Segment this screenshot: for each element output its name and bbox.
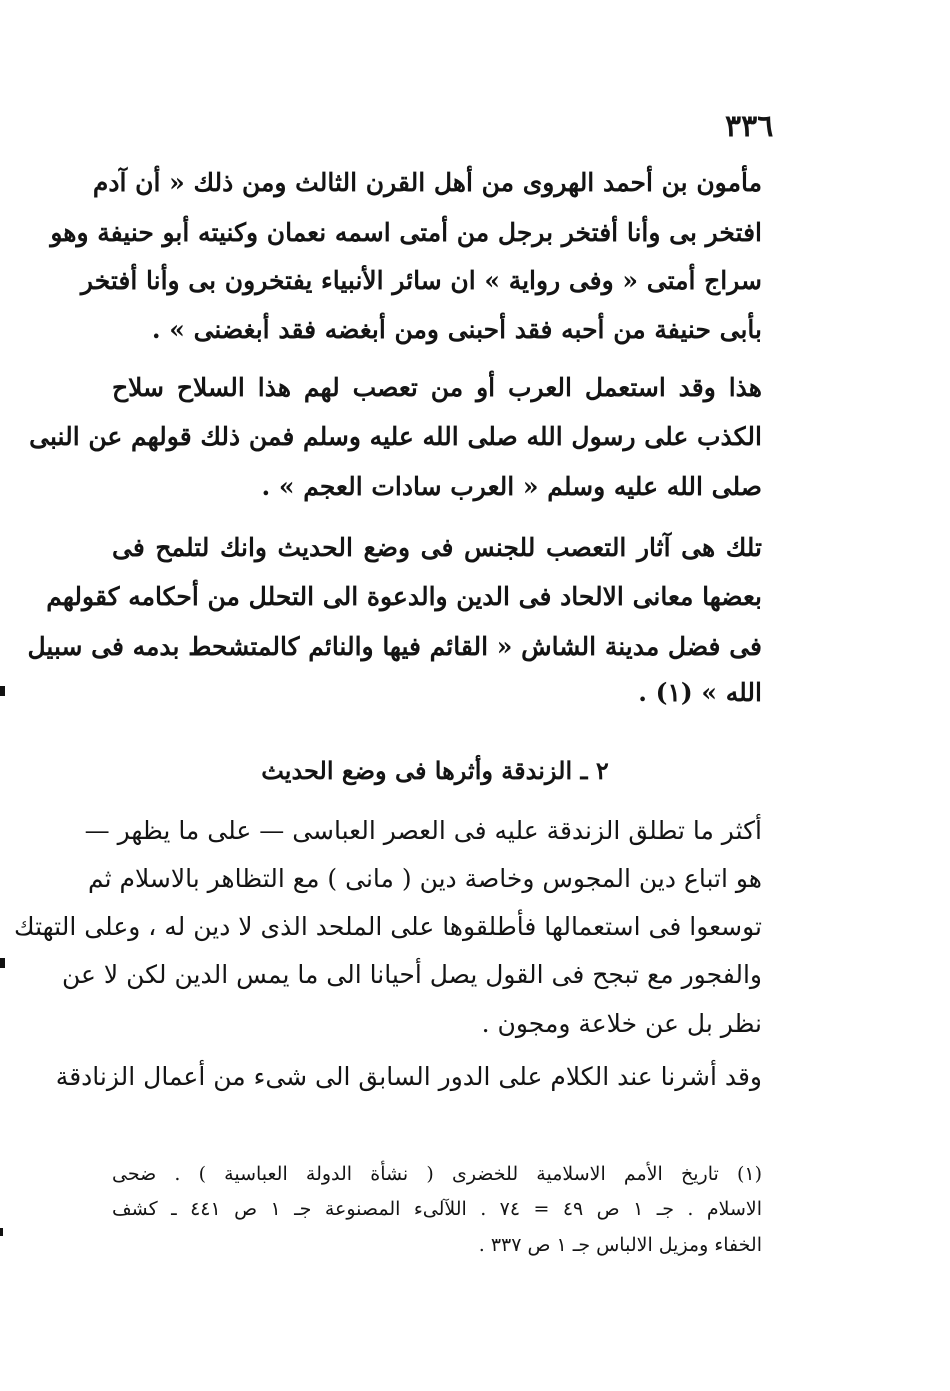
text-line: وقد أشرنا عند الكلام على الدور السابق الى شىء من أعمال الزنادقة	[55, 1062, 762, 1091]
footnote-line: (١) تاريخ الأمم الاسلامية للخضرى ( نشأة الدولة العباسية ) . ضحى	[112, 1163, 762, 1185]
scan-edge-mark	[0, 1228, 3, 1236]
text-line: هو اتباع دين المجوس وخاصة دين ( مانى ) مع التظاهر بالاسلام ثم	[87, 864, 762, 893]
footnote-line: الخفاء ومزيل الالباس جـ ١ ص ٣٣٧ .	[478, 1234, 762, 1256]
text-line: افتخر بى وأنا أفتخر برجل من أمتى اسمه نعمان وكنيته أبو حنيفة وهو	[50, 218, 762, 247]
text-line: تلك هى آثار التعصب للجنس فى وضع الحديث وانك لتلمح فى	[112, 533, 762, 562]
text-line: أكثر ما تطلق الزندقة عليه فى العصر العباسى — على ما يظهر —	[84, 816, 762, 845]
text-line: مأمون بن أحمد الهروى من أهل القرن الثالث ومن ذلك « أن آدم	[92, 168, 762, 197]
text-line: هذا وقد استعمل العرب أو من تعصب لهم هذا السلاح سلاح	[112, 373, 762, 402]
text-line: صلى الله عليه وسلم « العرب سادات العجم » .	[261, 472, 762, 501]
page-number: ٣٣٦	[725, 109, 774, 144]
text-line: نظر بل عن خلاعة ومجون .	[481, 1009, 762, 1038]
text-line: الكذب على رسول الله صلى الله عليه وسلم فمن ذلك قولهم عن النبى	[29, 422, 762, 451]
text-line: الله » (١) .	[638, 678, 762, 707]
scan-edge-mark	[0, 686, 5, 696]
text-line: والفجور مع تبجح فى القول يصل أحيانا الى ما يمس الدين لكن لا عن	[62, 960, 762, 989]
text-line: سراج أمتى « وفى رواية » ان سائر الأنبياء يفتخرون بى وأنا أفتخر	[80, 266, 762, 295]
section-heading: ٢ ـ الزندقة وأثرها فى وضع الحديث	[261, 756, 609, 785]
footnote-line: الاسلام . جـ ١ ص ٤٩ = ٧٤ . اللآلىء المصنوعة جـ ١ ص ٤٤١ ـ كشف	[112, 1198, 762, 1220]
text-line: بعضها معانى الالحاد فى الدين والدعوة الى التحلل من أحكامه كقولهم	[46, 582, 762, 611]
text-line: توسعوا فى استعمالها فأطلقوها على الملحد الذى لا دين له ، وعلى التهتك	[14, 912, 762, 941]
scan-edge-mark	[0, 958, 5, 968]
text-line: فى فضل مدينة الشاش « القائم فيها والنائم كالمتشحط بدمه فى سبيل	[27, 632, 762, 661]
text-line: بأبى حنيفة من أحبه فقد أحبنى ومن أبغضه فقد أبغضنى » .	[151, 315, 762, 344]
